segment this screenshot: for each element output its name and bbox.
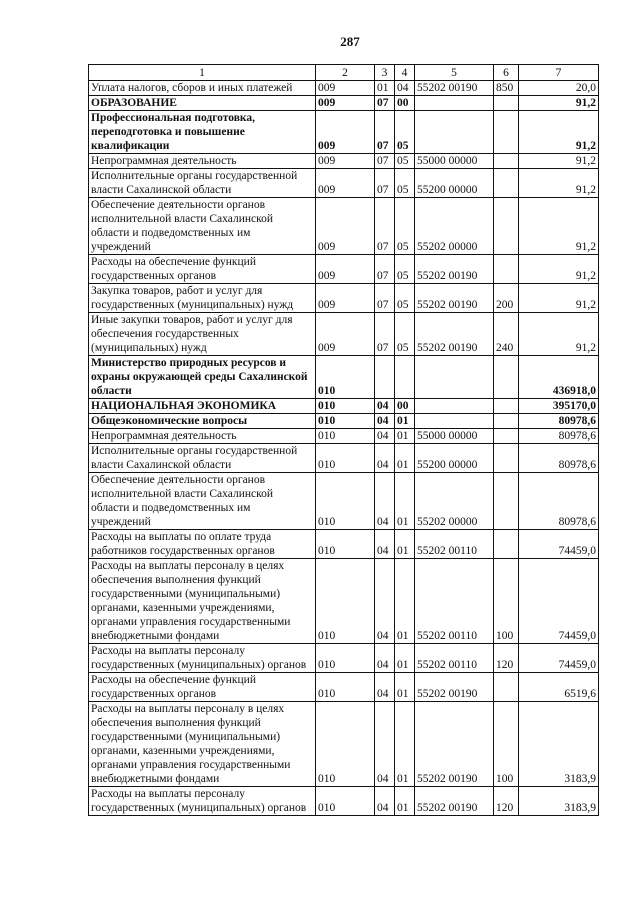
target-article-cell: 55202 00000 <box>415 473 494 530</box>
amount-cell: 80978,6 <box>519 473 599 530</box>
row-name-cell: Расходы на обеспечение функций государственных органов <box>89 673 316 702</box>
expense-type-cell: 240 <box>494 313 519 356</box>
row-name-cell: Общеэкономические вопросы <box>89 414 316 429</box>
amount-cell: 91,2 <box>519 154 599 169</box>
expense-type-cell <box>494 154 519 169</box>
section-code-cell: 07 <box>375 284 395 313</box>
target-article-cell: 55202 00110 <box>415 559 494 644</box>
expense-type-cell <box>494 169 519 198</box>
section-code-cell: 04 <box>375 429 395 444</box>
row-name-cell: Непрограммная деятельность <box>89 429 316 444</box>
row-name-cell: Уплата налогов, сборов и иных платежей <box>89 81 316 96</box>
table-row <box>89 111 599 154</box>
header-cell: 3 <box>375 65 395 81</box>
amount-cell: 80978,6 <box>519 414 599 429</box>
table-row <box>89 154 599 169</box>
subsection-code-cell: 05 <box>395 255 415 284</box>
subsection-code-cell: 04 <box>395 81 415 96</box>
amount-cell: 91,2 <box>519 198 599 255</box>
admin-code-cell: 010 <box>316 787 375 816</box>
amount-cell: 6519,6 <box>519 673 599 702</box>
expense-type-cell <box>494 255 519 284</box>
header-cell: 1 <box>89 65 316 81</box>
section-code-cell: 07 <box>375 255 395 284</box>
section-code-cell <box>375 356 395 399</box>
section-code-cell: 04 <box>375 530 395 559</box>
target-article-cell <box>415 414 494 429</box>
row-name-cell: НАЦИОНАЛЬНАЯ ЭКОНОМИКА <box>89 399 316 414</box>
amount-cell: 74459,0 <box>519 559 599 644</box>
subsection-code-cell <box>395 356 415 399</box>
target-article-cell: 55200 00000 <box>415 444 494 473</box>
amount-cell: 395170,0 <box>519 399 599 414</box>
section-code-cell: 04 <box>375 559 395 644</box>
subsection-code-cell: 01 <box>395 702 415 787</box>
section-code-cell: 04 <box>375 444 395 473</box>
target-article-cell <box>415 356 494 399</box>
row-name-cell: Непрограммная деятельность <box>89 154 316 169</box>
expense-type-cell: 100 <box>494 559 519 644</box>
expense-type-cell <box>494 198 519 255</box>
admin-code-cell: 010 <box>316 444 375 473</box>
admin-code-cell: 010 <box>316 530 375 559</box>
amount-cell: 3183,9 <box>519 787 599 816</box>
table-row <box>89 284 599 313</box>
row-name-cell: Министерство природных ресурсов и охраны окружающей среды Сахалинской области <box>89 356 316 399</box>
expense-type-cell <box>494 673 519 702</box>
section-code-cell: 04 <box>375 787 395 816</box>
amount-cell: 74459,0 <box>519 530 599 559</box>
target-article-cell <box>415 111 494 154</box>
amount-cell: 91,2 <box>519 96 599 111</box>
admin-code-cell: 010 <box>316 673 375 702</box>
admin-code-cell: 010 <box>316 399 375 414</box>
section-code-cell: 04 <box>375 473 395 530</box>
expense-type-cell: 850 <box>494 81 519 96</box>
target-article-cell: 55202 00190 <box>415 787 494 816</box>
target-article-cell: 55202 00190 <box>415 313 494 356</box>
row-name-cell: Расходы на выплаты персоналу государственных (муниципальных) органов <box>89 787 316 816</box>
header-cell: 7 <box>519 65 599 81</box>
target-article-cell: 55200 00000 <box>415 169 494 198</box>
section-code-cell: 07 <box>375 169 395 198</box>
table-row <box>89 559 599 644</box>
table-row <box>89 473 599 530</box>
admin-code-cell: 010 <box>316 473 375 530</box>
target-article-cell: 55202 00110 <box>415 530 494 559</box>
admin-code-cell: 009 <box>316 96 375 111</box>
section-code-cell: 04 <box>375 702 395 787</box>
table-row <box>89 399 599 414</box>
table-row <box>89 169 599 198</box>
expense-type-cell <box>494 414 519 429</box>
table-row <box>89 787 599 816</box>
admin-code-cell: 009 <box>316 284 375 313</box>
amount-cell: 74459,0 <box>519 644 599 673</box>
expense-type-cell <box>494 356 519 399</box>
row-name-cell: Расходы на обеспечение функций государственных органов <box>89 255 316 284</box>
row-name-cell: Расходы на выплаты по оплате труда работников государственных органов <box>89 530 316 559</box>
row-name-cell: Профессиональная подготовка, переподготовка и повышение квалификации <box>89 111 316 154</box>
table-row <box>89 313 599 356</box>
section-code-cell: 07 <box>375 96 395 111</box>
table-body <box>89 81 599 816</box>
section-code-cell: 04 <box>375 414 395 429</box>
admin-code-cell: 010 <box>316 559 375 644</box>
section-code-cell: 01 <box>375 81 395 96</box>
amount-cell: 80978,6 <box>519 429 599 444</box>
section-code-cell: 07 <box>375 313 395 356</box>
section-code-cell: 07 <box>375 111 395 154</box>
subsection-code-cell: 00 <box>395 399 415 414</box>
subsection-code-cell: 05 <box>395 284 415 313</box>
target-article-cell: 55202 00110 <box>415 644 494 673</box>
subsection-code-cell: 01 <box>395 444 415 473</box>
section-code-cell: 04 <box>375 399 395 414</box>
table-row <box>89 81 599 96</box>
admin-code-cell: 010 <box>316 356 375 399</box>
subsection-code-cell: 01 <box>395 429 415 444</box>
row-name-cell: Исполнительные органы государственной власти Сахалинской области <box>89 169 316 198</box>
target-article-cell: 55202 00190 <box>415 255 494 284</box>
row-name-cell: Обеспечение деятельности органов исполнительной власти Сахалинской области и подведомственных им учреждений <box>89 473 316 530</box>
admin-code-cell: 009 <box>316 255 375 284</box>
expense-type-cell: 120 <box>494 644 519 673</box>
table-row <box>89 644 599 673</box>
subsection-code-cell: 01 <box>395 644 415 673</box>
expense-type-cell <box>494 96 519 111</box>
row-name-cell: Обеспечение деятельности органов исполнительной власти Сахалинской области и подведомственных им учреждений <box>89 198 316 255</box>
table-row <box>89 673 599 702</box>
target-article-cell: 55202 00190 <box>415 702 494 787</box>
table-row <box>89 198 599 255</box>
amount-cell: 91,2 <box>519 111 599 154</box>
expense-type-cell <box>494 111 519 154</box>
amount-cell: 80978,6 <box>519 444 599 473</box>
target-article-cell: 55000 00000 <box>415 429 494 444</box>
expense-type-cell <box>494 530 519 559</box>
expense-type-cell <box>494 444 519 473</box>
subsection-code-cell: 01 <box>395 673 415 702</box>
page-number: 287 <box>340 34 360 49</box>
target-article-cell: 55202 00190 <box>415 284 494 313</box>
target-article-cell: 55202 00000 <box>415 198 494 255</box>
target-article-cell <box>415 96 494 111</box>
expense-type-cell <box>494 473 519 530</box>
subsection-code-cell: 01 <box>395 787 415 816</box>
section-code-cell: 04 <box>375 673 395 702</box>
admin-code-cell: 009 <box>316 154 375 169</box>
admin-code-cell: 009 <box>316 111 375 154</box>
row-name-cell: Исполнительные органы государственной власти Сахалинской области <box>89 444 316 473</box>
row-name-cell: Закупка товаров, работ и услуг для государственных (муниципальных) нужд <box>89 284 316 313</box>
table-row <box>89 429 599 444</box>
subsection-code-cell: 01 <box>395 414 415 429</box>
admin-code-cell: 009 <box>316 313 375 356</box>
amount-cell: 3183,9 <box>519 702 599 787</box>
target-article-cell: 55202 00190 <box>415 673 494 702</box>
row-name-cell: Расходы на выплаты персоналу государственных (муниципальных) органов <box>89 644 316 673</box>
amount-cell: 91,2 <box>519 169 599 198</box>
table-row <box>89 444 599 473</box>
table-row <box>89 356 599 399</box>
budget-table <box>88 64 599 816</box>
expense-type-cell: 200 <box>494 284 519 313</box>
header-cell: 5 <box>415 65 494 81</box>
target-article-cell: 55000 00000 <box>415 154 494 169</box>
admin-code-cell: 009 <box>316 81 375 96</box>
section-code-cell: 07 <box>375 154 395 169</box>
expense-type-cell <box>494 399 519 414</box>
row-name-cell: Расходы на выплаты персоналу в целях обеспечения выполнения функций государственными (муниципальными) органами, казенными учреждениями, органами управления государственными внебюджетными фондами <box>89 702 316 787</box>
admin-code-cell: 009 <box>316 169 375 198</box>
section-code-cell: 04 <box>375 644 395 673</box>
header-row <box>89 65 599 81</box>
table-row <box>89 96 599 111</box>
target-article-cell: 55202 00190 <box>415 81 494 96</box>
subsection-code-cell: 00 <box>395 96 415 111</box>
row-name-cell: ОБРАЗОВАНИЕ <box>89 96 316 111</box>
row-name-cell: Расходы на выплаты персоналу в целях обеспечения выполнения функций государственными (муниципальными) органами, казенными учреждениями, органами управления государственными внебюджетными фондами <box>89 559 316 644</box>
table-row <box>89 414 599 429</box>
subsection-code-cell: 05 <box>395 313 415 356</box>
expense-type-cell: 100 <box>494 702 519 787</box>
target-article-cell <box>415 399 494 414</box>
header-cell: 4 <box>395 65 415 81</box>
header-cell: 2 <box>316 65 375 81</box>
admin-code-cell: 010 <box>316 414 375 429</box>
table-row <box>89 255 599 284</box>
amount-cell: 436918,0 <box>519 356 599 399</box>
subsection-code-cell: 05 <box>395 198 415 255</box>
expense-type-cell <box>494 429 519 444</box>
subsection-code-cell: 01 <box>395 473 415 530</box>
amount-cell: 91,2 <box>519 313 599 356</box>
row-name-cell: Иные закупки товаров, работ и услуг для обеспечения государственных (муниципальных) нужд <box>89 313 316 356</box>
expense-type-cell: 120 <box>494 787 519 816</box>
subsection-code-cell: 05 <box>395 169 415 198</box>
admin-code-cell: 009 <box>316 198 375 255</box>
amount-cell: 91,2 <box>519 255 599 284</box>
subsection-code-cell: 05 <box>395 111 415 154</box>
table-row <box>89 702 599 787</box>
admin-code-cell: 010 <box>316 429 375 444</box>
section-code-cell: 07 <box>375 198 395 255</box>
table-row <box>89 530 599 559</box>
admin-code-cell: 010 <box>316 644 375 673</box>
admin-code-cell: 010 <box>316 702 375 787</box>
amount-cell: 91,2 <box>519 284 599 313</box>
amount-cell: 20,0 <box>519 81 599 96</box>
header-cell: 6 <box>494 65 519 81</box>
subsection-code-cell: 01 <box>395 559 415 644</box>
subsection-code-cell: 01 <box>395 530 415 559</box>
subsection-code-cell: 05 <box>395 154 415 169</box>
